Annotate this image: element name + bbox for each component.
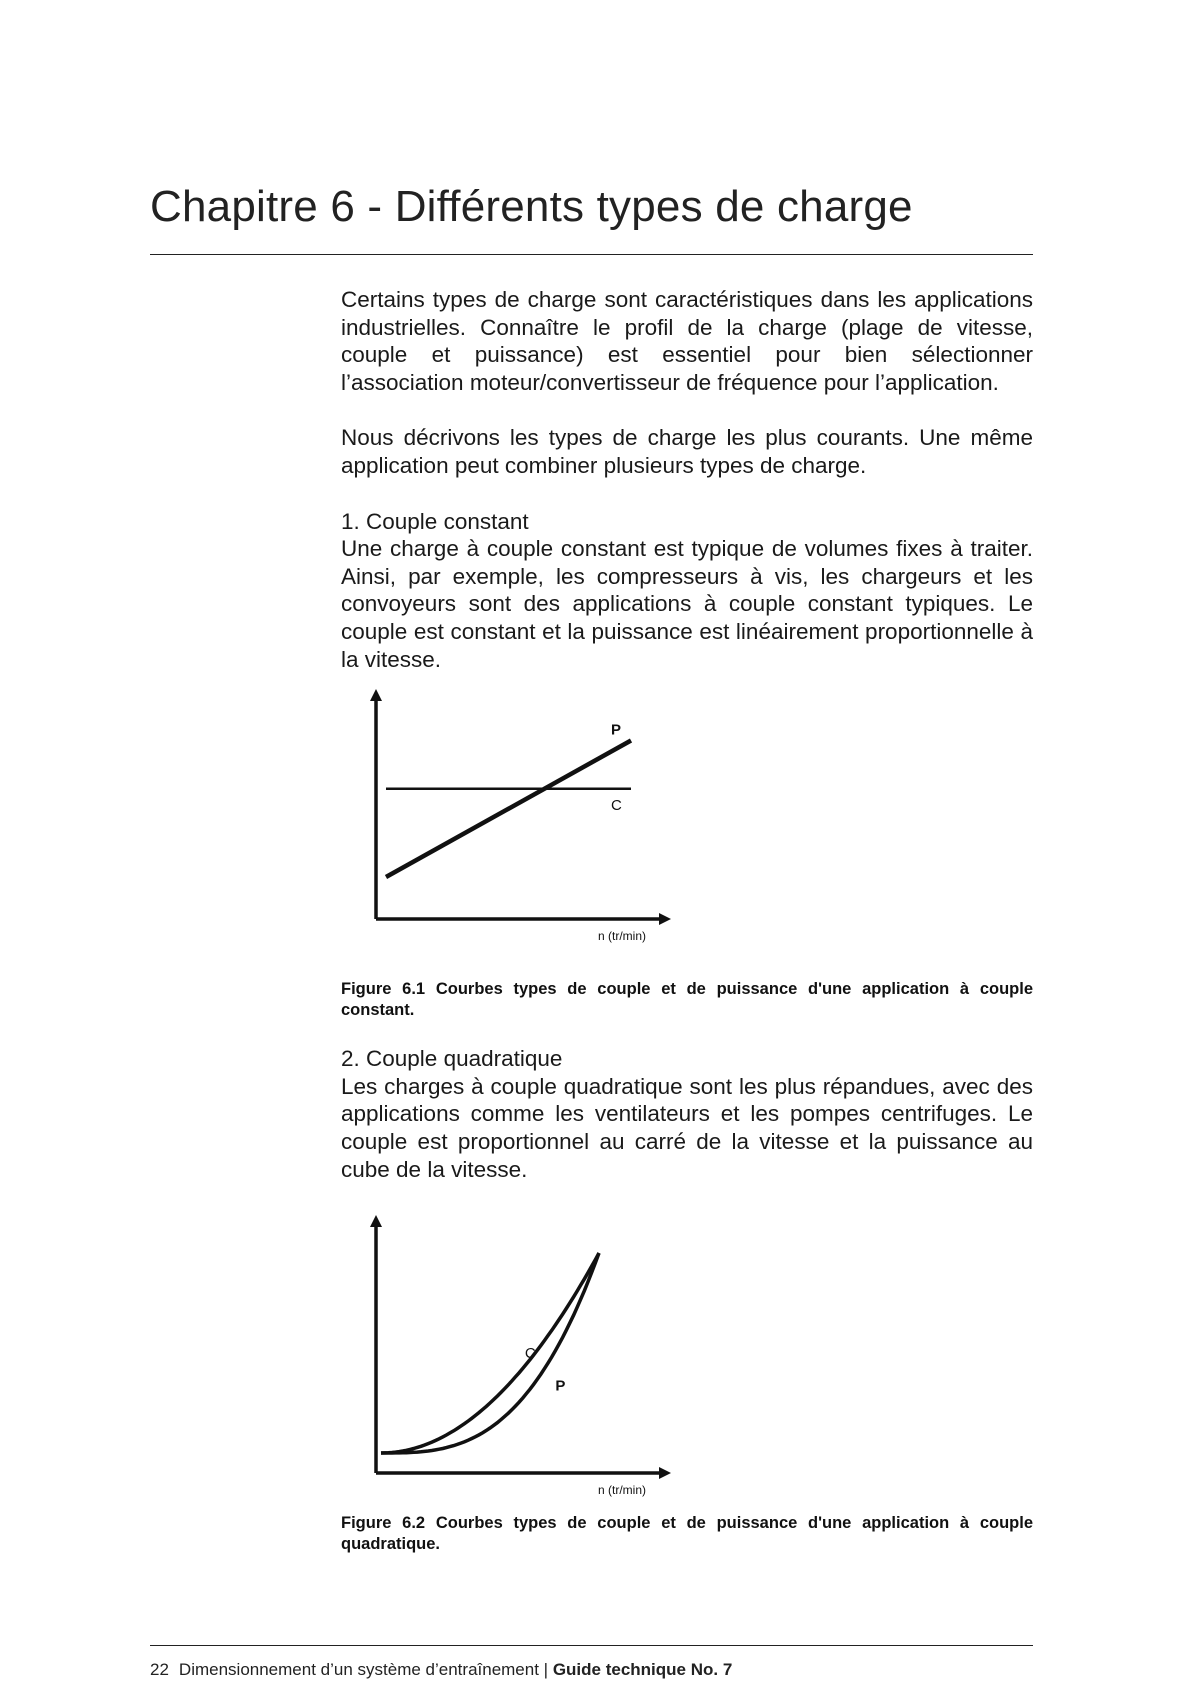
page-footer bbox=[150, 1660, 732, 1680]
main-content bbox=[341, 286, 1033, 1555]
footer-text: Dimensionnement d’un système d’entraînement | bbox=[178, 1660, 553, 1679]
series-curve-c bbox=[381, 1253, 599, 1453]
section-text-constant-torque: Une charge à couple constant est typique de volumes fixes à traiter. Ainsi, par exemple, les compresseurs à vis, les chargeurs et les convoyeurs sont des applications à couple constant typiques. Le couple est constant et la puissance est linéairement proportionnelle à la vitesse. bbox=[341, 536, 1033, 672]
x-axis-label: n (tr/min) bbox=[598, 929, 646, 944]
constant-torque-chart bbox=[341, 679, 761, 979]
figure-6-1-caption: Figure 6.1 Courbes types de couple et de puissance d'une application à couple constant. bbox=[341, 980, 1033, 1020]
figure-6-1 bbox=[341, 679, 1033, 979]
figure-6-2-caption: Figure 6.2 Courbes types de couple et de puissance d'une application à couple quadratique. bbox=[341, 1514, 1033, 1554]
intro-paragraph-2: Nous décrivons les types de charge les plus courants. Une même application peut combiner plusieurs types de charge. bbox=[341, 425, 1033, 478]
footer-divider bbox=[150, 1645, 1033, 1646]
series-line-p bbox=[386, 741, 631, 878]
series-curve-p bbox=[381, 1253, 599, 1453]
footer-guide-title: Guide technique No. 7 bbox=[552, 1660, 733, 1679]
section-text-quadratic-torque: Les charges à couple quadratique sont les plus répandues, avec des applications comme les ventilateurs et les pompes centrifuges. Le couple est proportionnel au carré de la vitesse et la puissance au cube de la vitesse. bbox=[341, 1073, 1033, 1182]
chapter-title: Chapitre 6 - Différents types de charge bbox=[150, 182, 913, 231]
series-label-c: C bbox=[611, 796, 622, 814]
x-axis-label: n (tr/min) bbox=[598, 1483, 646, 1498]
series-label-p: P bbox=[555, 1377, 566, 1395]
y-axis-arrow bbox=[370, 689, 382, 701]
section-heading-quadratic-torque: 2. Couple quadratique bbox=[341, 1046, 563, 1072]
x-axis-arrow bbox=[659, 1467, 671, 1479]
figure-6-2 bbox=[341, 1203, 1033, 1513]
x-axis-arrow bbox=[659, 913, 671, 925]
quadratic-torque-chart bbox=[341, 1203, 761, 1513]
y-axis-arrow bbox=[370, 1215, 382, 1227]
series-label-p: P bbox=[611, 721, 622, 739]
page-number: 22 bbox=[150, 1660, 169, 1679]
intro-paragraph-1: Certains types de charge sont caractéristiques dans les applications industrielles. Connaître le profil de la charge (plage de vitesse, couple et puissance) est essentiel pour bien sélectionner l’association moteur/convertisseur de fréquence pour l’application. bbox=[341, 287, 1033, 395]
series-label-c: C bbox=[524, 1345, 536, 1363]
title-divider bbox=[150, 254, 1033, 255]
section-heading-constant-torque: 1. Couple constant bbox=[341, 508, 529, 534]
